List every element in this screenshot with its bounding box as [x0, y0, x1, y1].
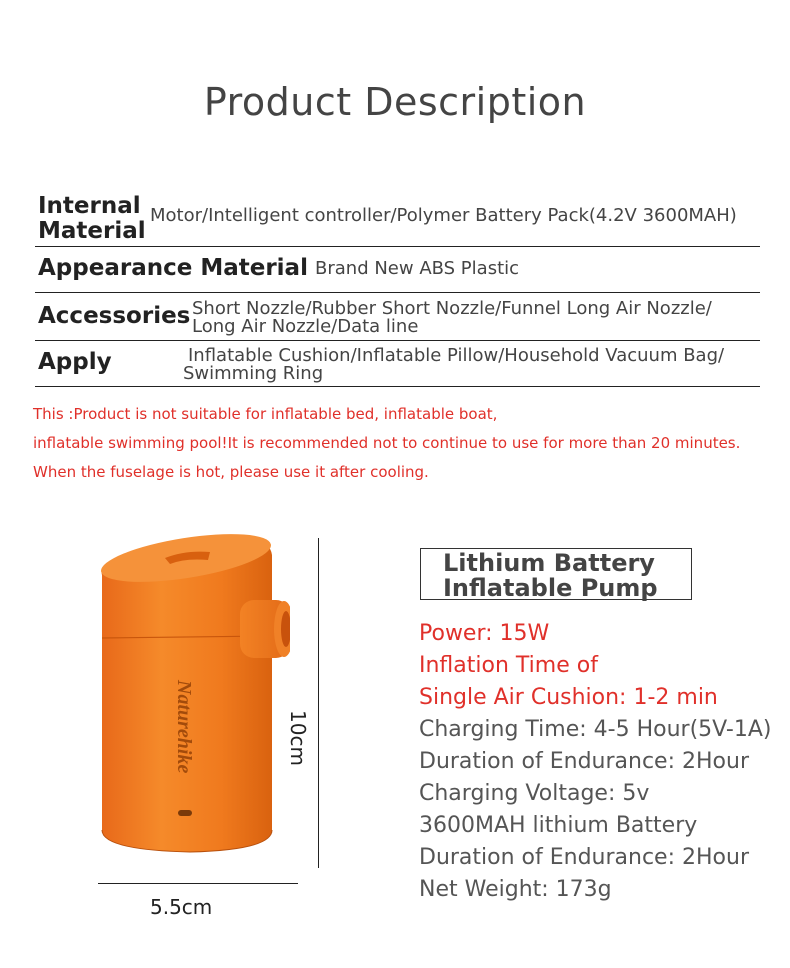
spec-row-internal-material [35, 188, 760, 247]
feature-item: Charging Time: 4-5 Hour(5V-1A) [419, 717, 772, 742]
spec-label: Accessories [38, 303, 191, 329]
spec-row-appearance-material [35, 247, 760, 293]
width-dimension-label: 5.5cm [150, 895, 213, 919]
brand-logo: Naturehike [173, 680, 195, 774]
feature-item: Duration of Endurance: 2Hour [419, 749, 749, 774]
spec-label-line: Material [38, 218, 146, 244]
spec-table [35, 188, 760, 387]
spec-value: Motor/Intelligent controller/Polymer Battery Pack(4.2V 3600MAH) [150, 205, 737, 226]
feature-item: Single Air Cushion: 1-2 min [419, 685, 718, 710]
product-name-line: Inflatable Pump [443, 574, 658, 602]
spec-value [192, 300, 712, 336]
feature-list [419, 618, 772, 906]
spec-label: Appearance Material [38, 255, 308, 281]
width-dimension-line [98, 883, 298, 884]
feature-item: Power: 15W [419, 621, 550, 646]
feature-item: 3600MAH lithium Battery [419, 813, 698, 838]
feature-item: Net Weight: 173g [419, 877, 612, 902]
page-title: Product Description [203, 80, 587, 124]
height-dimension-line [318, 538, 319, 868]
spec-label: Apply [38, 349, 112, 375]
spec-value-line: Short Nozzle/Rubber Short Nozzle/Funnel Long Air Nozzle/ [192, 298, 712, 319]
spec-row-accessories [35, 293, 760, 341]
warning-line: When the fuselage is hot, please use it after cooling. [33, 463, 429, 481]
feature-item: Duration of Endurance: 2Hour [419, 845, 749, 870]
feature-item: Inflation Time of [419, 653, 598, 678]
spec-row-apply [35, 341, 760, 387]
product-name-line: Lithium Battery [443, 549, 655, 577]
spec-value-line: Long Air Nozzle/Data line [192, 316, 419, 337]
warning-line: This :Product is not suitable for inflatable bed, inflatable boat, [33, 405, 498, 423]
pump-product-image [90, 530, 290, 870]
spec-label-line: Internal [38, 193, 141, 219]
spec-label [38, 194, 146, 244]
product-section [0, 520, 790, 960]
warning-line: inflatable swimming pool!It is recommended not to continue to use for more than 20 minutes. [33, 434, 741, 452]
height-dimension-label: 10cm [286, 710, 310, 766]
spec-value: Brand New ABS Plastic [315, 258, 520, 279]
spec-value-line: Swimming Ring [183, 363, 324, 384]
product-name-box [420, 548, 692, 600]
spec-value [183, 347, 724, 383]
spec-value-line: Inflatable Cushion/Inflatable Pillow/Household Vacuum Bag/ [188, 345, 725, 366]
feature-item: Charging Voltage: 5v [419, 781, 650, 806]
warning-notice [33, 400, 740, 487]
